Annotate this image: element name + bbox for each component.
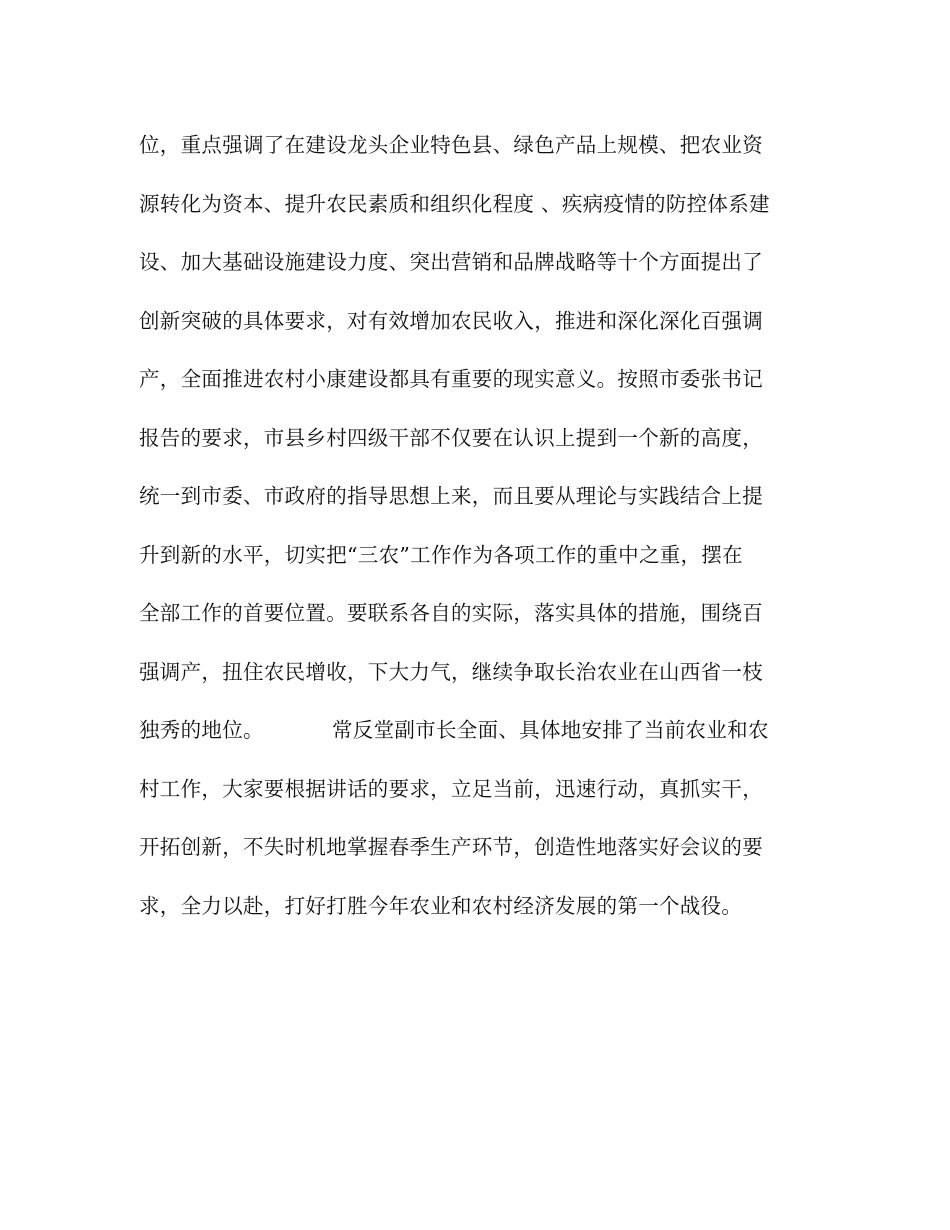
text-line: 源转化为资本、提升农民素质和组织化程度 、疾病疫情的防控体系建 (139, 191, 770, 216)
text-line: 报告的要求，市县乡村四级干部不仅要在认识上提到一个新的高度， (139, 425, 763, 450)
text-line: 创新突破的具体要求，对有效增加农民收入，推进和深化深化百强调 (139, 308, 763, 333)
text-line: 强调产，扭住农民增收，下大力气，继续争取长治农业在山西省一枝 (139, 659, 763, 684)
text-line: 升到新的水平，切实把“三农”工作作为各项工作的重中之重，摆在 (139, 542, 743, 567)
text-line: 独秀的地位。 常反堂副市长全面、具体地安排了当前农业和农 (139, 718, 769, 742)
text-line: 产，全面推进农村小康建设都具有重要的现实意义。按照市委张书记 (139, 367, 763, 391)
text-line: 位，重点强调了在建设龙头企业特色县、绿色产品上规模、把农业资 (139, 133, 763, 157)
text-line: 设、加大基础设施建设力度、突出营销和品牌战略等十个方面提出了 (139, 250, 763, 274)
body-text (139, 124, 819, 943)
text-line: 全部工作的首要位置。要联系各自的实际，落实具体的措施，围绕百 (139, 601, 763, 625)
text-line: 村工作，大家要根据讲话的要求，立足当前，迅速行动，真抓实干， (139, 776, 763, 801)
text-line: 开拓创新，不失时机地掌握春季生产环节，创造性地落实好会议的要 (139, 835, 763, 859)
text-line: 求，全力以赴，打好打胜今年农业和农村经济发展的第一个战役。 (139, 893, 743, 918)
text-line: 统一到市委、市政府的指导思想上来，而且要从理论与实践结合上提 (139, 484, 763, 508)
